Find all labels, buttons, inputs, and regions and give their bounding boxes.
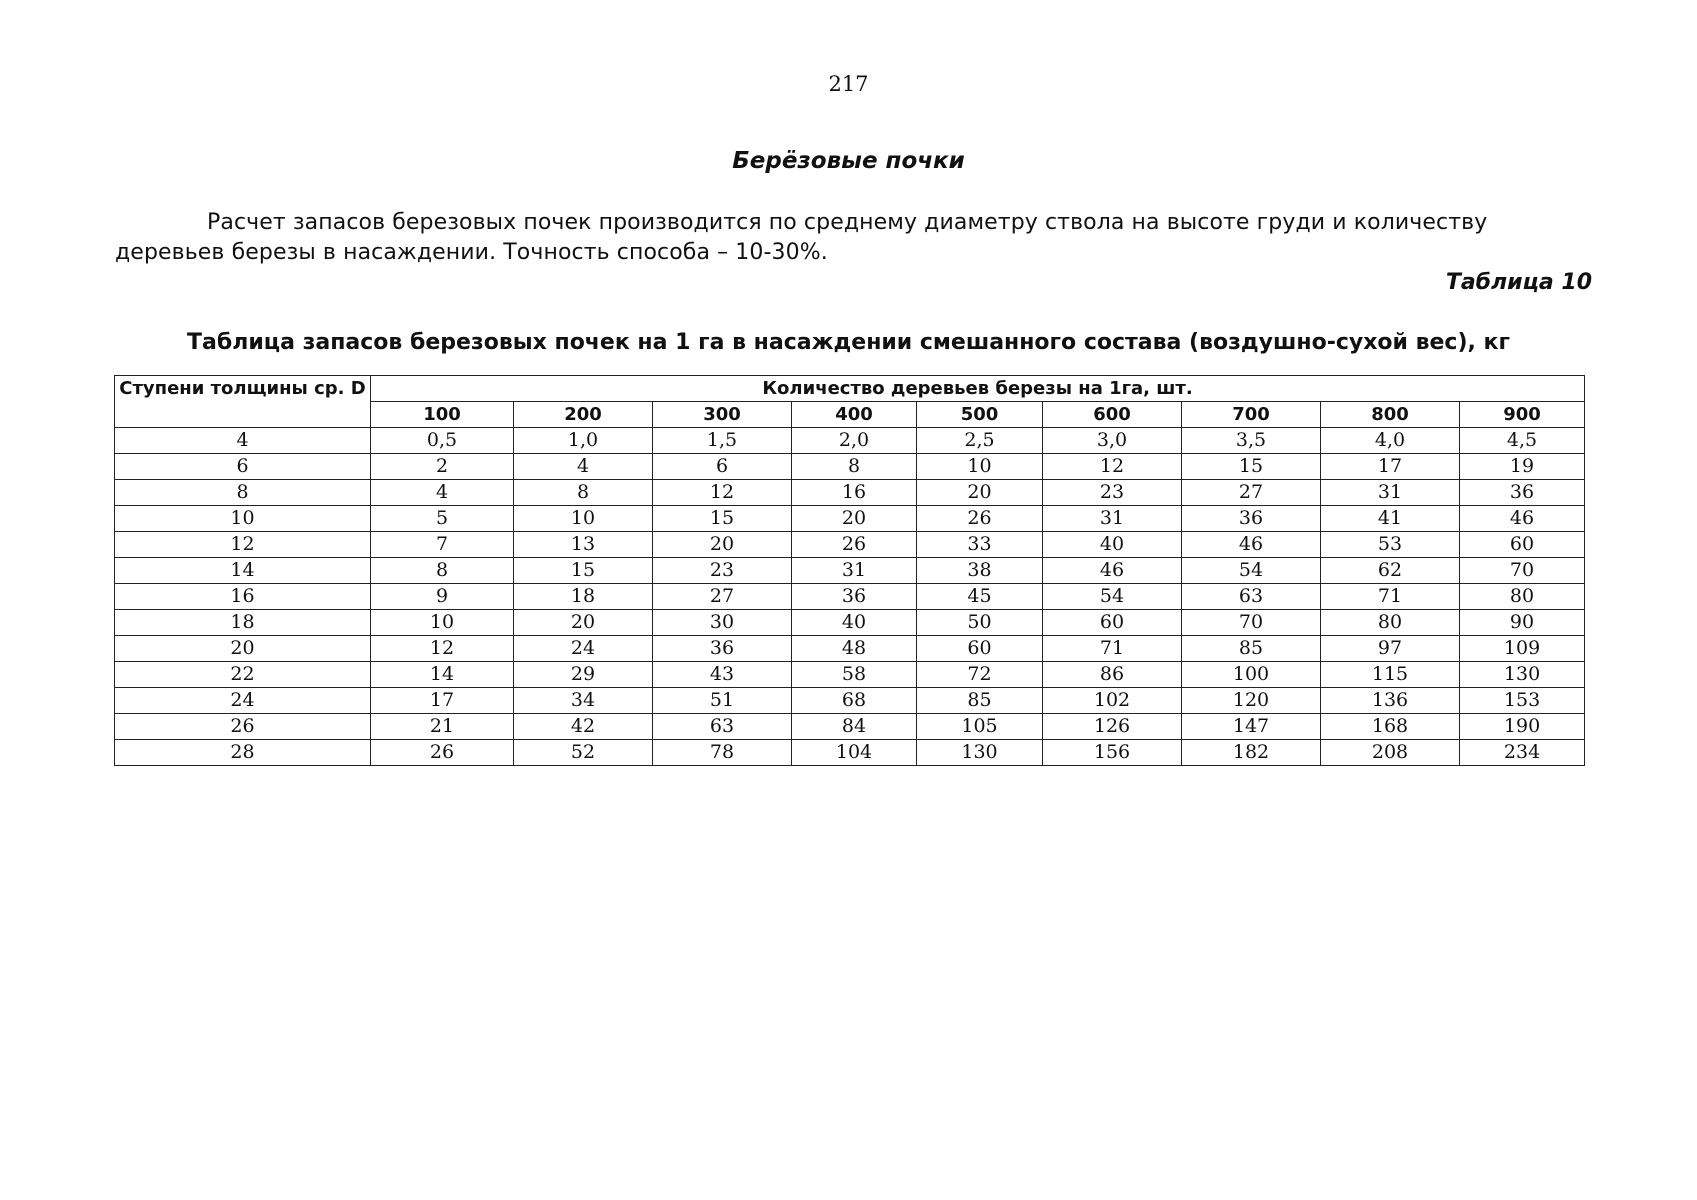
column-header: 200 xyxy=(514,402,653,428)
value-cell: 19 xyxy=(1460,454,1585,480)
value-cell: 100 xyxy=(1182,662,1321,688)
table-row xyxy=(115,558,1585,584)
value-cell: 130 xyxy=(917,740,1043,766)
table-row xyxy=(115,480,1585,506)
diameter-cell: 14 xyxy=(115,558,371,584)
value-cell: 2,5 xyxy=(917,428,1043,454)
value-cell: 10 xyxy=(917,454,1043,480)
diameter-cell: 24 xyxy=(115,688,371,714)
section-title: Берёзовые почки xyxy=(732,148,965,174)
value-cell: 60 xyxy=(1043,610,1182,636)
value-cell: 104 xyxy=(792,740,917,766)
diameter-cell: 26 xyxy=(115,714,371,740)
value-cell: 27 xyxy=(1182,480,1321,506)
value-cell: 63 xyxy=(1182,584,1321,610)
column-header: 900 xyxy=(1460,402,1585,428)
value-cell: 4 xyxy=(514,454,653,480)
value-cell: 16 xyxy=(792,480,917,506)
value-cell: 26 xyxy=(792,532,917,558)
value-cell: 70 xyxy=(1182,610,1321,636)
value-cell: 2 xyxy=(371,454,514,480)
value-cell: 15 xyxy=(653,506,792,532)
value-cell: 6 xyxy=(653,454,792,480)
value-cell: 70 xyxy=(1460,558,1585,584)
value-cell: 90 xyxy=(1460,610,1585,636)
value-cell: 130 xyxy=(1460,662,1585,688)
column-header: 600 xyxy=(1043,402,1182,428)
table-row xyxy=(115,454,1585,480)
value-cell: 20 xyxy=(514,610,653,636)
column-header: 400 xyxy=(792,402,917,428)
diameter-cell: 22 xyxy=(115,662,371,688)
value-cell: 18 xyxy=(514,584,653,610)
value-cell: 60 xyxy=(1460,532,1585,558)
value-cell: 4,0 xyxy=(1321,428,1460,454)
value-cell: 15 xyxy=(1182,454,1321,480)
value-cell: 31 xyxy=(792,558,917,584)
value-cell: 71 xyxy=(1043,636,1182,662)
value-cell: 20 xyxy=(653,532,792,558)
value-cell: 29 xyxy=(514,662,653,688)
value-cell: 36 xyxy=(653,636,792,662)
value-cell: 3,0 xyxy=(1043,428,1182,454)
table-row xyxy=(115,532,1585,558)
table-row xyxy=(115,740,1585,766)
value-cell: 4 xyxy=(371,480,514,506)
column-header: 800 xyxy=(1321,402,1460,428)
value-cell: 36 xyxy=(1182,506,1321,532)
diameter-cell: 4 xyxy=(115,428,371,454)
value-cell: 41 xyxy=(1321,506,1460,532)
table-row xyxy=(115,506,1585,532)
value-cell: 62 xyxy=(1321,558,1460,584)
column-header: 700 xyxy=(1182,402,1321,428)
value-cell: 45 xyxy=(917,584,1043,610)
value-cell: 115 xyxy=(1321,662,1460,688)
header-row-group xyxy=(115,376,1585,402)
value-cell: 85 xyxy=(1182,636,1321,662)
table-row xyxy=(115,584,1585,610)
value-cell: 0,5 xyxy=(371,428,514,454)
value-cell: 23 xyxy=(653,558,792,584)
diameter-cell: 20 xyxy=(115,636,371,662)
value-cell: 54 xyxy=(1043,584,1182,610)
table-row xyxy=(115,610,1585,636)
value-cell: 40 xyxy=(1043,532,1182,558)
value-cell: 78 xyxy=(653,740,792,766)
value-cell: 12 xyxy=(371,636,514,662)
value-cell: 8 xyxy=(371,558,514,584)
value-cell: 234 xyxy=(1460,740,1585,766)
value-cell: 84 xyxy=(792,714,917,740)
value-cell: 136 xyxy=(1321,688,1460,714)
value-cell: 71 xyxy=(1321,584,1460,610)
value-cell: 54 xyxy=(1182,558,1321,584)
value-cell: 80 xyxy=(1460,584,1585,610)
value-cell: 21 xyxy=(371,714,514,740)
diameter-cell: 28 xyxy=(115,740,371,766)
diameter-cell: 16 xyxy=(115,584,371,610)
value-cell: 208 xyxy=(1321,740,1460,766)
value-cell: 31 xyxy=(1321,480,1460,506)
value-cell: 12 xyxy=(1043,454,1182,480)
value-cell: 27 xyxy=(653,584,792,610)
value-cell: 3,5 xyxy=(1182,428,1321,454)
value-cell: 126 xyxy=(1043,714,1182,740)
value-cell: 53 xyxy=(1321,532,1460,558)
value-cell: 86 xyxy=(1043,662,1182,688)
value-cell: 63 xyxy=(653,714,792,740)
value-cell: 156 xyxy=(1043,740,1182,766)
table-title: Таблица запасов березовых почек на 1 га в насаждении смешанного состава (воздушно-сухой вес), кг xyxy=(187,330,1510,355)
column-header: 500 xyxy=(917,402,1043,428)
value-cell: 40 xyxy=(792,610,917,636)
table-row xyxy=(115,714,1585,740)
intro-paragraph: Расчет запасов березовых почек производится по среднему диаметру ствола на высоте груди и количеству деревьев березы в насаждении. Точность способа – 10-30%. xyxy=(115,210,1488,265)
value-cell: 38 xyxy=(917,558,1043,584)
value-cell: 14 xyxy=(371,662,514,688)
value-cell: 30 xyxy=(653,610,792,636)
value-cell: 5 xyxy=(371,506,514,532)
column-header: 300 xyxy=(653,402,792,428)
value-cell: 10 xyxy=(514,506,653,532)
value-cell: 46 xyxy=(1043,558,1182,584)
value-cell: 147 xyxy=(1182,714,1321,740)
table-row xyxy=(115,662,1585,688)
value-cell: 26 xyxy=(917,506,1043,532)
value-cell: 12 xyxy=(653,480,792,506)
value-cell: 58 xyxy=(792,662,917,688)
value-cell: 85 xyxy=(917,688,1043,714)
table-row xyxy=(115,428,1585,454)
value-cell: 23 xyxy=(1043,480,1182,506)
value-cell: 72 xyxy=(917,662,1043,688)
value-cell: 31 xyxy=(1043,506,1182,532)
column-header: 100 xyxy=(371,402,514,428)
page-number: 217 xyxy=(828,72,869,96)
value-cell: 1,0 xyxy=(514,428,653,454)
table-row xyxy=(115,688,1585,714)
value-cell: 8 xyxy=(514,480,653,506)
value-cell: 1,5 xyxy=(653,428,792,454)
table-row xyxy=(115,636,1585,662)
value-cell: 20 xyxy=(792,506,917,532)
value-cell: 51 xyxy=(653,688,792,714)
value-cell: 46 xyxy=(1460,506,1585,532)
value-cell: 168 xyxy=(1321,714,1460,740)
corner-header: Ступени толщины ср. D xyxy=(115,376,371,428)
value-cell: 68 xyxy=(792,688,917,714)
value-cell: 36 xyxy=(1460,480,1585,506)
value-cell: 15 xyxy=(514,558,653,584)
value-cell: 34 xyxy=(514,688,653,714)
value-cell: 105 xyxy=(917,714,1043,740)
value-cell: 17 xyxy=(1321,454,1460,480)
value-cell: 102 xyxy=(1043,688,1182,714)
diameter-cell: 10 xyxy=(115,506,371,532)
value-cell: 20 xyxy=(917,480,1043,506)
value-cell: 48 xyxy=(792,636,917,662)
birch-buds-table xyxy=(114,375,1585,766)
value-cell: 97 xyxy=(1321,636,1460,662)
value-cell: 60 xyxy=(917,636,1043,662)
value-cell: 109 xyxy=(1460,636,1585,662)
value-cell: 80 xyxy=(1321,610,1460,636)
diameter-cell: 6 xyxy=(115,454,371,480)
value-cell: 10 xyxy=(371,610,514,636)
value-cell: 24 xyxy=(514,636,653,662)
value-cell: 190 xyxy=(1460,714,1585,740)
value-cell: 4,5 xyxy=(1460,428,1585,454)
value-cell: 33 xyxy=(917,532,1043,558)
value-cell: 153 xyxy=(1460,688,1585,714)
diameter-cell: 8 xyxy=(115,480,371,506)
table-label: Таблица 10 xyxy=(1445,270,1592,295)
value-cell: 8 xyxy=(792,454,917,480)
value-cell: 182 xyxy=(1182,740,1321,766)
value-cell: 17 xyxy=(371,688,514,714)
value-cell: 42 xyxy=(514,714,653,740)
value-cell: 26 xyxy=(371,740,514,766)
value-cell: 52 xyxy=(514,740,653,766)
value-cell: 50 xyxy=(917,610,1043,636)
value-cell: 120 xyxy=(1182,688,1321,714)
value-cell: 43 xyxy=(653,662,792,688)
value-cell: 9 xyxy=(371,584,514,610)
group-header: Количество деревьев березы на 1га, шт. xyxy=(371,376,1585,402)
diameter-cell: 18 xyxy=(115,610,371,636)
value-cell: 36 xyxy=(792,584,917,610)
value-cell: 2,0 xyxy=(792,428,917,454)
value-cell: 13 xyxy=(514,532,653,558)
table-body xyxy=(115,428,1585,766)
value-cell: 46 xyxy=(1182,532,1321,558)
diameter-cell: 12 xyxy=(115,532,371,558)
value-cell: 7 xyxy=(371,532,514,558)
